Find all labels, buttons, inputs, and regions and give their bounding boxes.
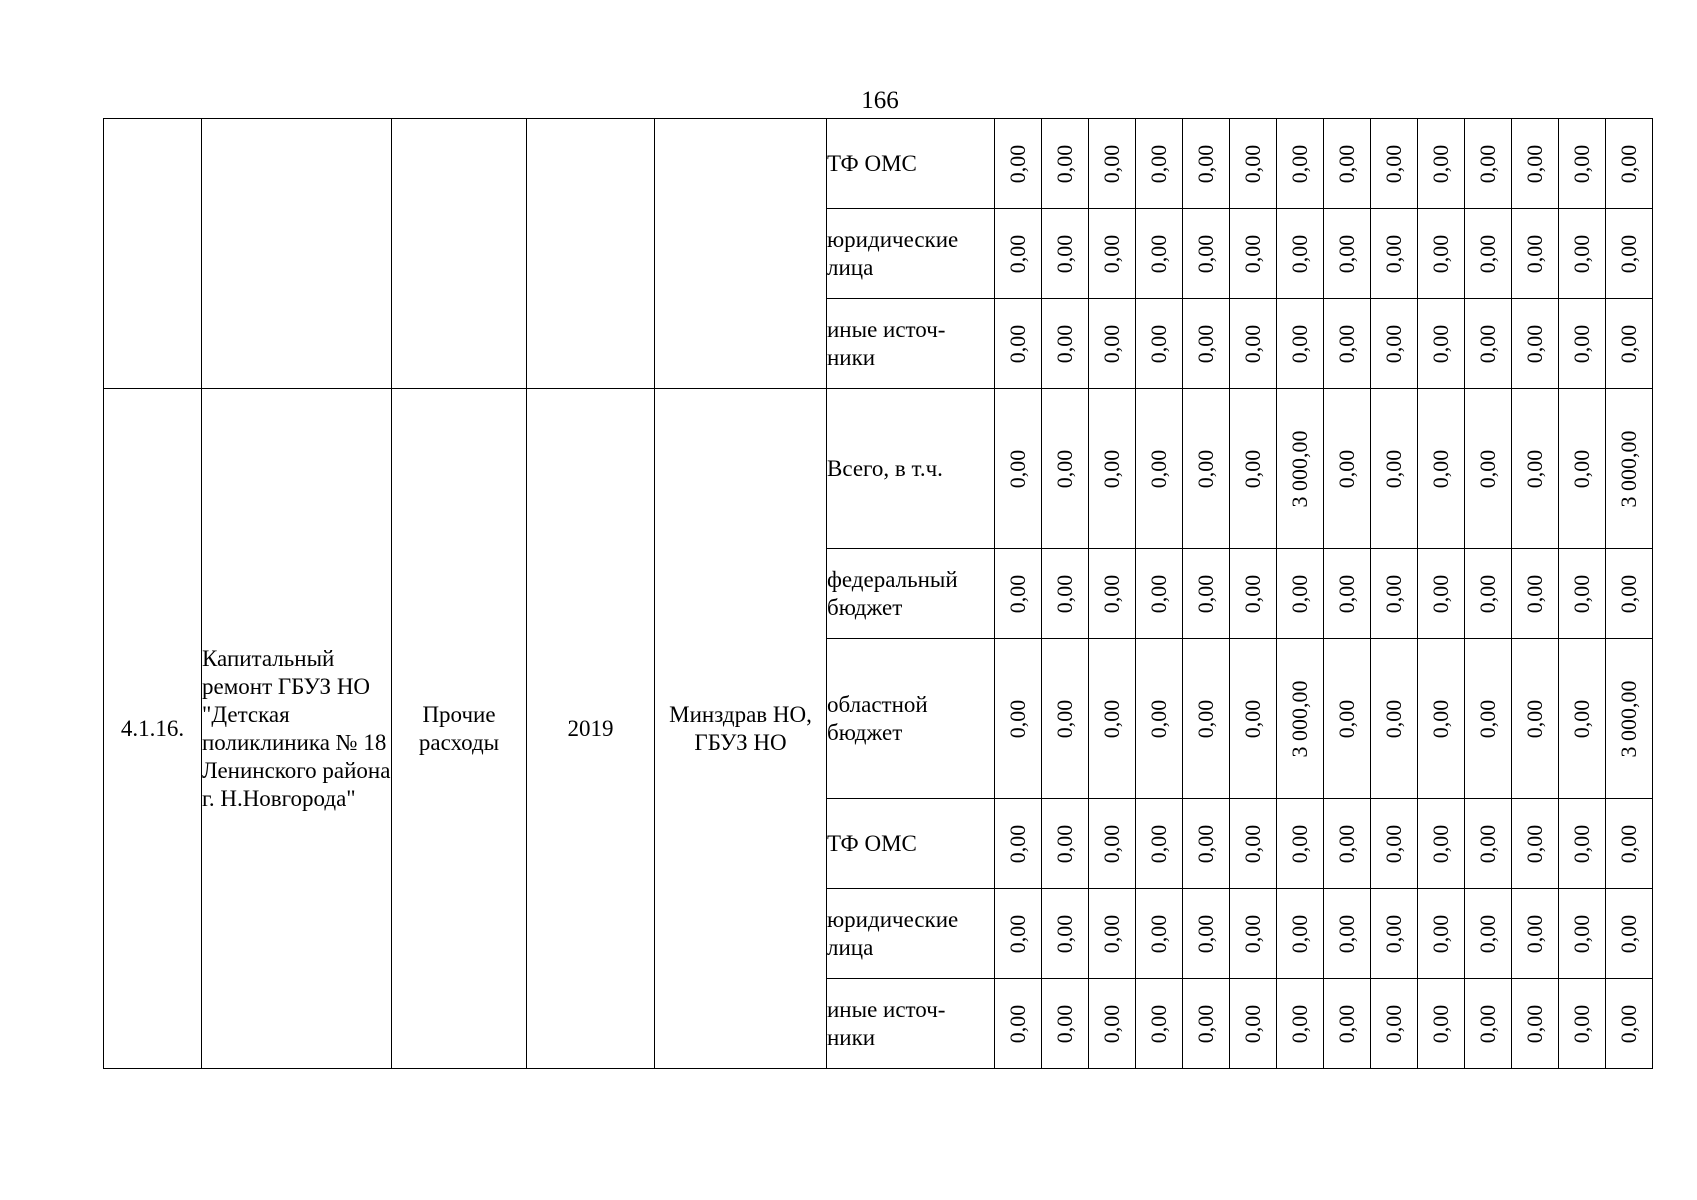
source-label: юридические лица [827, 889, 995, 979]
value-cell [995, 639, 1042, 799]
value-text: 0,00 [1052, 1004, 1077, 1043]
value-text: 3 000,00 [1287, 680, 1312, 757]
value-cell [995, 549, 1042, 639]
value-text: 0,00 [1569, 1004, 1594, 1043]
value-cell [995, 119, 1042, 209]
value-text: 0,00 [1240, 824, 1265, 863]
value-cell [1324, 799, 1371, 889]
value-text: 0,00 [1428, 234, 1453, 273]
value-cell [1277, 299, 1324, 389]
value-text: 0,00 [1569, 699, 1594, 738]
value-cell [1042, 389, 1089, 549]
value-text: 0,00 [1428, 144, 1453, 183]
value-text: 0,00 [1381, 449, 1406, 488]
value-cell [1465, 889, 1512, 979]
value-cell [1230, 889, 1277, 979]
value-cell [1042, 639, 1089, 799]
value-text: 0,00 [1005, 324, 1030, 363]
value-cell [1042, 889, 1089, 979]
value-cell [1277, 799, 1324, 889]
value-text: 0,00 [1475, 824, 1500, 863]
value-text: 0,00 [1005, 574, 1030, 613]
value-text: 0,00 [1381, 324, 1406, 363]
value-text: 0,00 [1287, 914, 1312, 953]
value-text: 0,00 [1475, 699, 1500, 738]
value-text: 0,00 [1240, 574, 1265, 613]
value-cell [1559, 799, 1606, 889]
value-cell [1512, 119, 1559, 209]
value-text: 0,00 [1052, 449, 1077, 488]
value-cell [1136, 209, 1183, 299]
value-cell [1230, 209, 1277, 299]
value-text: 0,00 [1522, 574, 1547, 613]
value-text: 0,00 [1428, 574, 1453, 613]
value-cell [995, 889, 1042, 979]
source-label: иные источ- ники [827, 979, 995, 1069]
value-text: 0,00 [1146, 324, 1171, 363]
value-cell [1089, 389, 1136, 549]
value-text: 0,00 [1616, 824, 1641, 863]
value-text: 0,00 [1569, 234, 1594, 273]
value-cell [1606, 889, 1653, 979]
value-cell [1042, 979, 1089, 1069]
value-text: 0,00 [1005, 914, 1030, 953]
value-cell [1418, 119, 1465, 209]
value-cell [1230, 639, 1277, 799]
value-cell [1371, 389, 1418, 549]
value-cell [1606, 209, 1653, 299]
value-text: 0,00 [1287, 824, 1312, 863]
value-text: 0,00 [1240, 1004, 1265, 1043]
value-cell [1136, 889, 1183, 979]
value-text: 0,00 [1428, 699, 1453, 738]
table-row [104, 389, 1653, 549]
value-cell [1324, 209, 1371, 299]
value-text: 0,00 [1052, 144, 1077, 183]
value-cell [1277, 979, 1324, 1069]
value-cell [1042, 119, 1089, 209]
value-cell [1089, 979, 1136, 1069]
value-text: 0,00 [1522, 699, 1547, 738]
value-cell [1418, 209, 1465, 299]
value-text: 0,00 [1616, 1004, 1641, 1043]
value-text: 0,00 [1146, 144, 1171, 183]
value-text: 0,00 [1428, 824, 1453, 863]
value-cell [1559, 119, 1606, 209]
value-cell [1136, 799, 1183, 889]
table-row [104, 119, 1653, 209]
value-text: 0,00 [1240, 144, 1265, 183]
value-text: 0,00 [1005, 234, 1030, 273]
item-year: 2019 [527, 389, 655, 1069]
value-cell [1042, 299, 1089, 389]
value-text: 0,00 [1616, 914, 1641, 953]
value-text: 0,00 [1428, 914, 1453, 953]
value-cell [1559, 639, 1606, 799]
value-text: 0,00 [1287, 144, 1312, 183]
value-text: 3 000,00 [1616, 680, 1641, 757]
value-text: 0,00 [1616, 144, 1641, 183]
value-cell [1183, 889, 1230, 979]
value-cell [995, 209, 1042, 299]
value-text: 0,00 [1428, 449, 1453, 488]
value-text: 0,00 [1099, 144, 1124, 183]
value-text: 0,00 [1099, 699, 1124, 738]
value-text: 0,00 [1099, 824, 1124, 863]
value-text: 0,00 [1334, 824, 1359, 863]
value-cell [1089, 209, 1136, 299]
value-cell [1230, 799, 1277, 889]
value-cell [1559, 549, 1606, 639]
value-text: 0,00 [1475, 574, 1500, 613]
value-text: 0,00 [1569, 324, 1594, 363]
value-cell [1277, 209, 1324, 299]
value-text: 0,00 [1240, 699, 1265, 738]
value-text: 0,00 [1334, 234, 1359, 273]
value-text: 0,00 [1193, 1004, 1218, 1043]
value-text: 0,00 [1428, 324, 1453, 363]
value-cell [1465, 639, 1512, 799]
value-text: 0,00 [1381, 234, 1406, 273]
value-text: 0,00 [1099, 324, 1124, 363]
value-text: 0,00 [1005, 699, 1030, 738]
value-text: 0,00 [1193, 324, 1218, 363]
number-cell [104, 119, 202, 389]
value-text: 0,00 [1005, 449, 1030, 488]
value-text: 0,00 [1475, 1004, 1500, 1043]
value-text: 0,00 [1569, 824, 1594, 863]
value-cell [995, 389, 1042, 549]
value-text: 0,00 [1381, 1004, 1406, 1043]
value-cell [1230, 299, 1277, 389]
value-cell [1324, 299, 1371, 389]
value-cell [1089, 889, 1136, 979]
value-cell [1089, 119, 1136, 209]
value-cell [1512, 389, 1559, 549]
value-cell [1418, 299, 1465, 389]
value-text: 0,00 [1099, 574, 1124, 613]
value-text: 0,00 [1146, 824, 1171, 863]
expense-type: Прочие расходы [392, 389, 527, 1069]
value-text: 0,00 [1240, 449, 1265, 488]
value-text: 0,00 [1146, 699, 1171, 738]
value-text: 0,00 [1381, 824, 1406, 863]
value-text: 0,00 [1334, 144, 1359, 183]
value-cell [1559, 299, 1606, 389]
value-text: 0,00 [1569, 144, 1594, 183]
value-text: 0,00 [1146, 449, 1171, 488]
value-text: 0,00 [1005, 144, 1030, 183]
value-cell [1042, 209, 1089, 299]
value-text: 0,00 [1099, 1004, 1124, 1043]
value-cell [1371, 549, 1418, 639]
value-cell [1606, 639, 1653, 799]
item-name: Капитальный ремонт ГБУЗ НО "Детская поликлиника № 18 Ленинского района г. Н.Новгорода" [202, 389, 392, 1069]
value-text: 0,00 [1475, 234, 1500, 273]
value-text: 0,00 [1240, 914, 1265, 953]
value-text: 0,00 [1475, 449, 1500, 488]
value-cell [1418, 389, 1465, 549]
type-cell [392, 119, 527, 389]
value-cell [1606, 299, 1653, 389]
value-text: 0,00 [1146, 574, 1171, 613]
value-cell [1512, 549, 1559, 639]
budget-table [103, 118, 1653, 1069]
value-cell [1136, 549, 1183, 639]
value-cell [1512, 209, 1559, 299]
value-cell [1559, 209, 1606, 299]
value-text: 0,00 [1193, 699, 1218, 738]
value-text: 0,00 [1005, 824, 1030, 863]
value-text: 0,00 [1240, 234, 1265, 273]
value-cell [1512, 979, 1559, 1069]
value-cell [1136, 979, 1183, 1069]
value-cell [1512, 299, 1559, 389]
value-cell [1183, 549, 1230, 639]
value-text: 0,00 [1475, 144, 1500, 183]
value-cell [1418, 889, 1465, 979]
value-text: 0,00 [1569, 914, 1594, 953]
value-text: 0,00 [1193, 914, 1218, 953]
page-number: 166 [861, 87, 899, 114]
source-label: юридические лица [827, 209, 995, 299]
value-text: 0,00 [1099, 234, 1124, 273]
value-text: 0,00 [1146, 914, 1171, 953]
value-cell [1277, 549, 1324, 639]
source-label: федеральный бюджет [827, 549, 995, 639]
value-cell [1465, 799, 1512, 889]
value-cell [1418, 549, 1465, 639]
value-cell [1183, 389, 1230, 549]
value-text: 0,00 [1522, 449, 1547, 488]
value-cell [1089, 799, 1136, 889]
value-text: 0,00 [1334, 699, 1359, 738]
value-cell [1324, 549, 1371, 639]
value-cell [1277, 389, 1324, 549]
value-cell [1136, 639, 1183, 799]
year-cell [527, 119, 655, 389]
value-cell [1512, 889, 1559, 979]
value-cell [1559, 389, 1606, 549]
value-cell [1277, 889, 1324, 979]
value-cell [1136, 389, 1183, 549]
value-text: 0,00 [1287, 324, 1312, 363]
value-cell [1042, 799, 1089, 889]
source-label: ТФ ОМС [827, 799, 995, 889]
value-cell [1324, 389, 1371, 549]
value-text: 0,00 [1428, 1004, 1453, 1043]
value-cell [1512, 799, 1559, 889]
value-text: 0,00 [1287, 1004, 1312, 1043]
value-cell [1230, 119, 1277, 209]
value-text: 0,00 [1052, 914, 1077, 953]
value-text: 3 000,00 [1616, 430, 1641, 507]
value-text: 0,00 [1193, 449, 1218, 488]
value-cell [1371, 299, 1418, 389]
value-cell [1371, 889, 1418, 979]
value-text: 0,00 [1005, 1004, 1030, 1043]
value-text: 0,00 [1193, 824, 1218, 863]
value-cell [1230, 979, 1277, 1069]
value-cell [1606, 119, 1653, 209]
value-text: 0,00 [1616, 574, 1641, 613]
value-cell [1183, 119, 1230, 209]
value-cell [1371, 799, 1418, 889]
value-cell [1089, 639, 1136, 799]
value-cell [1512, 639, 1559, 799]
value-cell [1277, 639, 1324, 799]
value-text: 0,00 [1099, 914, 1124, 953]
value-cell [1465, 209, 1512, 299]
value-cell [1136, 299, 1183, 389]
value-text: 0,00 [1193, 234, 1218, 273]
value-text: 0,00 [1334, 1004, 1359, 1043]
value-cell [1371, 209, 1418, 299]
value-cell [995, 299, 1042, 389]
value-text: 0,00 [1099, 449, 1124, 488]
value-cell [1465, 549, 1512, 639]
value-cell [1277, 119, 1324, 209]
value-cell [1418, 979, 1465, 1069]
value-text: 0,00 [1240, 324, 1265, 363]
value-cell [1606, 799, 1653, 889]
value-text: 0,00 [1522, 234, 1547, 273]
value-cell [1465, 979, 1512, 1069]
value-text: 0,00 [1522, 824, 1547, 863]
value-cell [1183, 209, 1230, 299]
value-cell [1559, 979, 1606, 1069]
value-text: 0,00 [1052, 824, 1077, 863]
value-text: 0,00 [1052, 574, 1077, 613]
value-cell [1371, 639, 1418, 799]
value-cell [1230, 549, 1277, 639]
value-text: 0,00 [1569, 449, 1594, 488]
source-label: Всего, в т.ч. [827, 389, 995, 549]
value-cell [1136, 119, 1183, 209]
value-text: 0,00 [1287, 574, 1312, 613]
value-text: 0,00 [1146, 234, 1171, 273]
value-text: 0,00 [1287, 234, 1312, 273]
name-cell [202, 119, 392, 389]
value-text: 0,00 [1616, 234, 1641, 273]
value-text: 0,00 [1522, 1004, 1547, 1043]
value-text: 0,00 [1381, 699, 1406, 738]
executor-cell [655, 119, 827, 389]
value-cell [1606, 549, 1653, 639]
value-cell [1465, 119, 1512, 209]
value-text: 0,00 [1334, 574, 1359, 613]
value-cell [995, 799, 1042, 889]
value-text: 0,00 [1334, 324, 1359, 363]
value-text: 0,00 [1569, 574, 1594, 613]
value-text: 0,00 [1146, 1004, 1171, 1043]
value-text: 0,00 [1381, 144, 1406, 183]
value-cell [1606, 979, 1653, 1069]
value-text: 0,00 [1381, 574, 1406, 613]
value-cell [1418, 639, 1465, 799]
source-label: областной бюджет [827, 639, 995, 799]
value-cell [1465, 299, 1512, 389]
value-cell [1089, 549, 1136, 639]
value-cell [1183, 799, 1230, 889]
value-cell [1324, 979, 1371, 1069]
value-text: 0,00 [1334, 449, 1359, 488]
value-cell [1089, 299, 1136, 389]
source-label: иные источ- ники [827, 299, 995, 389]
value-cell [1371, 979, 1418, 1069]
value-cell [1465, 389, 1512, 549]
item-executor: Минздрав НО, ГБУЗ НО [655, 389, 827, 1069]
value-text: 0,00 [1334, 914, 1359, 953]
value-cell [1559, 889, 1606, 979]
value-text: 0,00 [1522, 914, 1547, 953]
value-text: 0,00 [1052, 699, 1077, 738]
value-text: 0,00 [1522, 144, 1547, 183]
value-cell [1324, 639, 1371, 799]
value-cell [1371, 119, 1418, 209]
value-cell [995, 979, 1042, 1069]
value-cell [1183, 639, 1230, 799]
value-text: 0,00 [1052, 324, 1077, 363]
value-cell [1606, 389, 1653, 549]
value-cell [1418, 799, 1465, 889]
value-text: 0,00 [1381, 914, 1406, 953]
item-number: 4.1.16. [104, 389, 202, 1069]
value-cell [1324, 119, 1371, 209]
value-text: 3 000,00 [1287, 430, 1312, 507]
source-label: ТФ ОМС [827, 119, 995, 209]
value-text: 0,00 [1193, 144, 1218, 183]
value-cell [1230, 389, 1277, 549]
value-text: 0,00 [1475, 914, 1500, 953]
value-text: 0,00 [1616, 324, 1641, 363]
value-text: 0,00 [1475, 324, 1500, 363]
value-cell [1042, 549, 1089, 639]
value-text: 0,00 [1052, 234, 1077, 273]
value-cell [1183, 299, 1230, 389]
value-text: 0,00 [1522, 324, 1547, 363]
value-cell [1183, 979, 1230, 1069]
value-cell [1324, 889, 1371, 979]
value-text: 0,00 [1193, 574, 1218, 613]
